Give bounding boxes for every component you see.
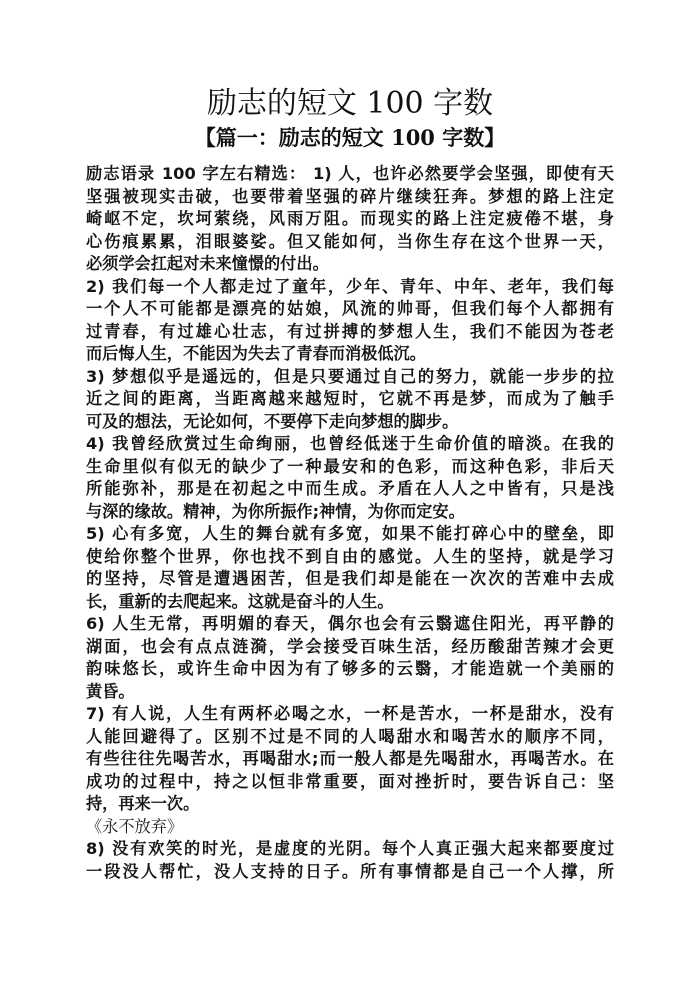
body-line: 湖面，也会有点点涟漪，学会接受百味生活，经历酸甜苦辣才会更 [86,636,614,656]
body-line: 一段没人帮忙，没人支持的日子。所有事情都是自己一个人撑，所 [86,861,614,881]
body-line: 2) 我们每一个人都走过了童年，少年、青年、中年、老年，我们每 [86,276,614,296]
body-line: 成功的过程中，持之以恒非常重要，面对挫折时，要告诉自己：坚 [86,771,614,791]
body-line: 3) 梦想似乎是遥远的，但是只要通过自己的努力，就能一步步的拉 [86,366,614,386]
body-line: 心伤痕累累，泪眼婆娑。但又能如何，当你生存在这个世界一天， [86,231,614,251]
body-line: 黄昏。 [86,681,135,701]
body-line: 必须学会扛起对未来憧憬的付出。 [86,254,329,273]
body-line: 的坚持，尽管是遭遇困苦，但是我们却是能在一次次的苦难中去成 [86,569,614,588]
body-line: 坚强被现实击破，也要带着坚强的碎片继续狂奔。梦想的路上注定 [86,186,614,206]
body-line: 持，再来一次。 [86,794,200,813]
body-line: 5) 心有多宽，人生的舞台就有多宽，如果不能打碎心中的壁垒，即 [86,524,614,543]
body-line: 可及的想法，无论如何，不要停下走向梦想的脚步。 [86,411,459,431]
body-line: 所能弥补，那是在初起之中而生成。矛盾在人人之中皆有，只是浅 [86,479,614,498]
body-line: 长，重新的去爬起来。这就是奋斗的人生。 [86,591,394,611]
body-line: 而后悔人生，不能因为失去了青春而消极低沉。 [86,344,426,363]
body-line: 与深的缘故。精神，为你所振作;神情，为你而定安。 [86,501,465,521]
document-body [86,163,614,883]
body-line: 一个人不可能都是漂亮的姑娘，风流的帅哥，但我们每个人都拥有 [86,299,614,318]
body-line: 生命里似有似无的缺少了一种最安和的色彩，而这种色彩，非后天 [86,456,614,476]
body-line: 人能回避得了。区别不过是不同的人喝甜水和喝苦水的顺序不同， [86,726,614,746]
body-line: 崎岖不定，坎坷萦绕，风雨万阻。而现实的路上注定疲倦不堪，身 [86,209,614,228]
body-line: 过青春，有过雄心壮志，有过拼搏的梦想人生，我们不能因为苍老 [86,321,614,341]
document-subtitle: 【篇一：励志的短文 100 字数】 [194,125,506,150]
body-line: 近之间的距离，当距离越来越短时，它就不再是梦，而成为了触手 [86,389,614,408]
body-line: 励志语录 100 字左右精选： 1) 人，也许必然要学会坚强，即使有天 [86,164,614,183]
body-line: 《永不放弃》 [86,816,184,836]
body-line: 有些往往先喝苦水，再喝甜水;而一般人都是先喝甜水，再喝苦水。在 [86,749,614,768]
document-title: 励志的短文 100 字数 [206,86,494,121]
body-line: 使给你整个世界，你也找不到自由的感觉。人生的坚持，就是学习 [86,546,614,566]
body-line: 韵味悠长，或许生命中因为有了够多的云翳，才能造就一个美丽的 [86,659,614,678]
body-line: 7) 有人说，人生有两杯必喝之水，一杯是苦水，一杯是甜水，没有 [86,704,614,723]
body-line: 8) 没有欢笑的时光，是虚度的光阴。每个人真正强大起来都要度过 [86,839,614,858]
body-line: 6) 人生无常，再明媚的春天，偶尔也会有云翳遮住阳光，再平静的 [86,614,614,633]
body-line: 4) 我曾经欣赏过生命绚丽，也曾经低迷于生命价值的暗淡。在我的 [86,434,614,453]
